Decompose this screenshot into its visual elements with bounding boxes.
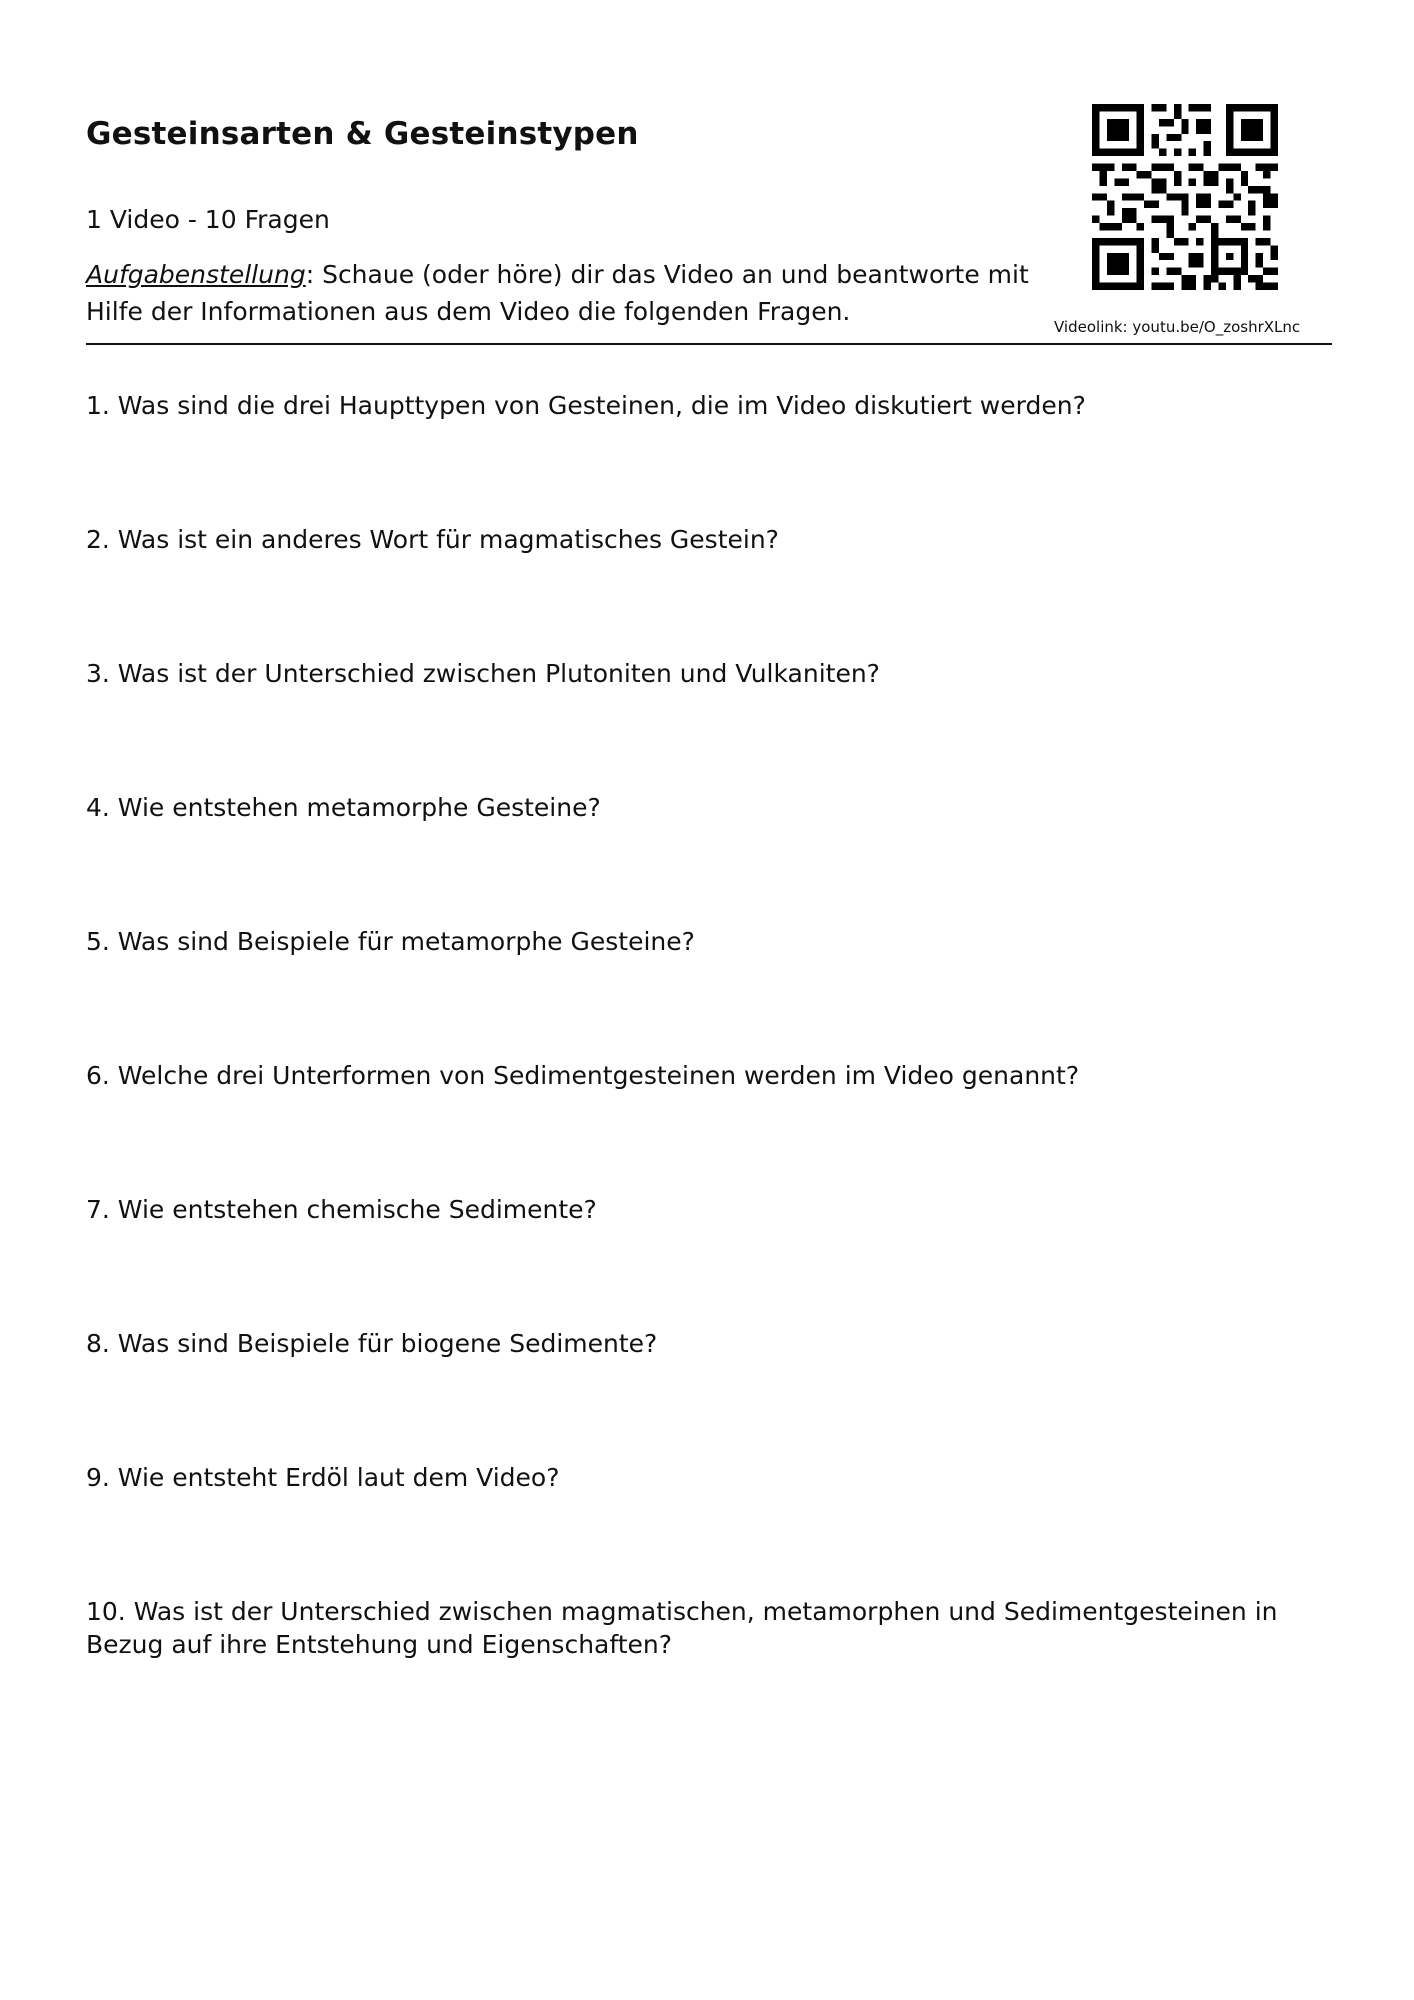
- question-1: 1. Was sind die drei Haupttypen von Gesteinen, die im Video diskutiert werden?: [86, 391, 1086, 420]
- question-9: 9. Wie entsteht Erdöl laut dem Video?: [86, 1463, 560, 1492]
- question-3: 3. Was ist der Unterschied zwischen Plutoniten und Vulkaniten?: [86, 659, 880, 688]
- page-subtitle: 1 Video - 10 Fragen: [86, 205, 330, 234]
- question-2: 2. Was ist ein anderes Wort für magmatisches Gestein?: [86, 525, 779, 554]
- header-divider: [86, 343, 1332, 345]
- video-link[interactable]: Videolink: youtu.be/O_zoshrXLnc: [1054, 318, 1301, 336]
- qr-code-icon[interactable]: [1092, 104, 1278, 290]
- question-6: 6. Welche drei Unterformen von Sedimentgesteinen werden im Video genannt?: [86, 1061, 1080, 1090]
- task-text: : Schaue (oder höre) dir das Video an und beantworte mit Hilfe der Informationen aus dem Video die folgenden Fragen.: [86, 260, 1029, 326]
- page-title: Gesteinsarten & Gesteinstypen: [86, 116, 639, 152]
- question-7: 7. Wie entstehen chemische Sedimente?: [86, 1195, 597, 1224]
- question-4: 4. Wie entstehen metamorphe Gesteine?: [86, 793, 601, 822]
- task-label: Aufgabenstellung: [86, 260, 306, 289]
- question-10: 10. Was ist der Unterschied zwischen magmatischen, metamorphen und Sedimentgesteinen in Bezug auf ihre Entstehung und Eigenschaften?: [86, 1597, 1278, 1659]
- question-5: 5. Was sind Beispiele für metamorphe Gesteine?: [86, 927, 695, 956]
- question-8: 8. Was sind Beispiele für biogene Sedimente?: [86, 1329, 658, 1358]
- task-instructions: [86, 256, 1036, 330]
